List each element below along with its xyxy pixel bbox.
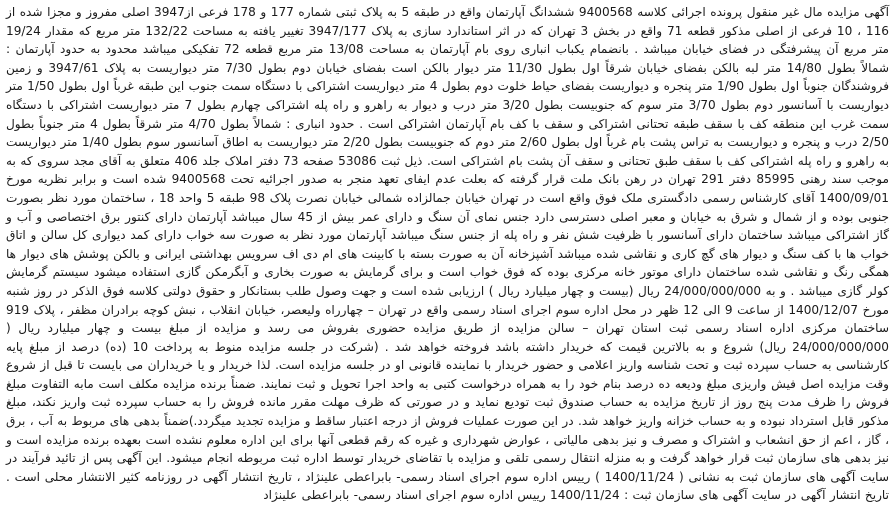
auction-notice-text: آگهی مزایده مال غیر منقول پرونده اجرائی کلاسه 9400568 ششدانگ آپارتمان واقع در طبقه 5 به پلاک ثبتی شماره 177 و 178 فرعی از3947 اصلی مفروز و مجزا شده از 116 ، 10 فرعی از اصلی مذکور قطعه 71 واقع در بخش 3 تهران که در اثر استاندارد سازی به پلاک 3947/177 تغییر یافته به مساحت 132/22 متر مربع که مقدار 19/24 متر مربع آن پیشرفتگی در فضای خیابان میباشد . بانضمام یکباب انباری روی بام آپارتمان به مساحت 13/08 متر مربع قطعه 72 تفکیکی میباشد محدود به حدود آپارتمان : شمالاً بطول 14/80 متر لبه بالکن بفضای خیابان شرقاً اول بطول 11/30 متر دیوار بالکن است بفضای خیابان دوم بطول 7/30 متر دیواریست به پلاک 3947/61 و زمین فروشندگان جنوباً اول بطول 1/90 متر پنجره و دیواریست بفضای حیاط خلوت دوم بطول 4 متر دیواریست اشتراکی با دستگاه سمت جنوب این طبقه غرباً اول بطول 1/50 متر دیواریست با آسانسور دوم بطول 3/70 متر سوم که جنوبیست بطول 3/20 متر درب و دیوار به راهرو و راه پله اشتراکی چهارم بطول 7 متر دیواریست اشتراکی با دستگاه سمت غرب این منطقه کف با سقف طبقه تحتانی اشتراکی و سقف با کف بام آپارتمان اشتراکی است . حدود انباری : شمالاً بطول 4/70 متر شرقاً بطول 4 متر جنوباً بطول 2/50 درب و پنجره و دیواریست به تراس پشت بام غرباً اول بطول 2/60 متر دوم که جنوبیست بطول 2/20 متر دیواریست به اطاق آسانسور سوم بطول 1/40 متر دیواریست به راهرو و راه پله اشتراکی کف با سقف طبق تحتانی و سقف آن پشت بام اشتراکی است. ذیل ثبت 53086 صفحه 73 دفتر املاک جلد 406 متعلق به آقای مجد سروی که به موجب سند رهنی 85995 دفتر 291 تهران در رهن بانک ملت قرار گرفته که بعلت عدم ایفای تعهد منجر به صدور اجرائیه تحت 9400568 شده است و برابر نظریه مورخ 1400/09/01 آقای کارشناس رسمی دادگستری ملک فوق واقع است در تهران خیابان جمالزاده شمالی خیابان نصرت پلاک 98 طبقه 5 واحد 18 ، ساختمان مورد نظر بصورت جنوبی بوده و از شمال و شرق به خیابان و معبر اصلی دسترسی دارد جنس نمای آن سنگ و دارای عمر بیش از 45 سال میباشد آپارتمان دارای کنتور برق اختصاصی و آب و گاز اشتراکی میباشد ساختمان دارای آسانسور با ظرفیت شش نفر و راه پله از جنس سنگ میباشد آپارتمان مورد نظر به صورت سه خواب دارای کمد دیواری کل سالن و اتاق خواب ها با کف سنگ و دیوار های گچ کاری و نقاشی شده میباشد آشپزخانه آن به صورت بسته با کابینت های ام دی اف سرویس بهداشتی ایرانی و بالکن پوشش های دیوار ها همگی رنگ و نقاشی شده ساختمان دارای موتور خانه مرکزی بوده که فوق خواب است و برای گرمایش به صورت بخاری و آبگرمکن گازی استفاده میشود سیستم گرمایش کولر گازی میباشد . و به 24/000/000/000 ریال (بیست و چهار میلیارد ریال ) ارزیابی شده است و جهت وصول طلب بستانکار و حقوق دولتی کلاسه فوق الذکر در روز شنبه مورخ 1400/12/07 از ساعت 9 الی 12 ظهر در محل اداره سوم اجرای اسناد رسمی واقع در تهران – چهارراه ولیعصر، خیابان انقلاب ، نبش کوچه برادران مظفر ، پلاک 919 ساختمان مرکزی اداره اسناد رسمی ثبت استان تهران – سالن مزایده از طریق مزایده حضوری بفروش می رسد و مزایده از مبلغ بیست و چهار میلیارد ریال ( 24/000/000/000 ریال) شروع و به بالاترین قیمت که خریدار داشته باشد فروخته خواهد شد . (شرکت در جلسه مزایده منوط به پرداخت 10 (ده) درصد از مبلغ پایه کارشناسی به حساب سپرده ثبت و تحت شناسه واریز اعلامی و حضور خریدار با نماینده قانونی او در جلسه مزایده است. لذا خریدار و یا خریداران می بایست تا قبل از شروع وقت مزایده اصل فیش واریزی مبلغ ودیعه ده درصد بنام خود را به همراه درخواست کتبی به واحد اجرا تحویل و ثبت نمایند. ضمناً برنده مزایده مکلف است مابه التفاوت مبلغ فروش را ظرف مدت پنج روز از تاریخ مزایده به حساب صندوق ثبت تودیع نماید و در صورتی که ظرف مهلت مقرر مانده فروش را به حساب سپرده ثبت واریز نکند، مبلغ مذکور قابل استرداد نبوده و به حساب خزانه واریز خواهد شد. در این صورت عملیات فروش از درجه اعتبار ساقط و مزایده تجدید میگردد.)ضمناً بدهی های مربوط به آب ، برق ، گاز ، اعم از حق انشعاب و اشتراک و مصرف و نیز بدهی مالیاتی ، عوارض شهرداری و غیره که رقم قطعی آنها برای این اداره معلوم نشده است بعهده برنده مزایده است و نیز بدهی های سازمان ثبت قرار خواهد گرفت و به منزله انتقال رسمی تلقی و مزایده با تقاضای خریدار توسط اداره ثبت مربوطه انجام میشود. این آگهی پس از تائید فرآیند در سایت آگهی های سازمان ثبت به نشانی ( 1400/11/24 ) رییس اداره سوم اجرای اسناد رسمی- بابراعطی علینژاد ، تاریخ انتشار آگهی در روزنامه کثیر الانتشار محلی است . تاریخ انتشار آگهی در سایت آگهی های سازمان ثبت : 1400/11/24 رییس اداره سوم اجرای اسناد رسمی- بابراعطی علینژاد	[6, 5, 890, 503]
